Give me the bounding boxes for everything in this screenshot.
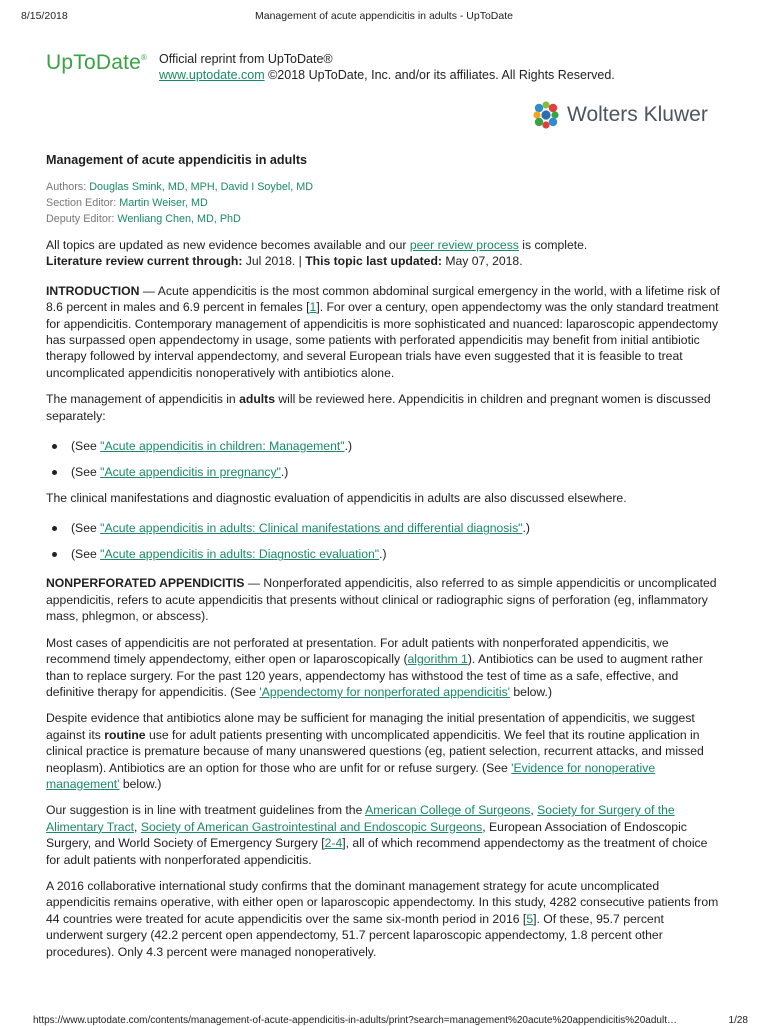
lit-review-label: Literature review current through:	[46, 254, 243, 269]
publisher-name: Wolters Kluwer	[567, 103, 708, 126]
see-prefix: (See	[71, 439, 101, 454]
antibiotics-text-end: below.)	[119, 776, 162, 791]
list-item	[46, 438, 722, 454]
section-editor-label: Section Editor:	[46, 197, 117, 209]
last-updated-label: This topic last updated:	[305, 254, 442, 269]
ssat-link[interactable]: Society for Surgery of the Alimentary Tract	[46, 803, 675, 834]
update-note-text: All topics are updated as new evidence becomes available and our	[46, 238, 410, 252]
guidelines-text: Our suggestion is in line with treatment guidelines from the	[46, 803, 366, 818]
see-suffix: .)	[379, 547, 387, 562]
reference-5-link[interactable]: 5	[526, 911, 534, 926]
antibiotics-text: Despite evidence that antibiotics alone may be sufficient for managing the initial presentation of appendicitis, we suggest against its	[46, 711, 695, 742]
see-prefix: (See	[71, 465, 101, 480]
separator: ,	[530, 803, 538, 818]
article-content	[46, 153, 722, 960]
reprint-copyright-line	[159, 67, 615, 83]
peer-review-link[interactable]: peer review process	[409, 238, 519, 252]
introduction-paragraph	[46, 283, 722, 381]
reprint-notice	[159, 51, 615, 83]
elsewhere-paragraph: The clinical manifestations and diagnostic evaluation of appendicitis in adults are also discussed elsewhere.	[46, 491, 627, 506]
rec-text-cont: ). Antibiotics can be used to augment rather than to replace surgery. For the past 120 years, appendectomy has withstood the test of time as a safe, effective, and definitive therapy for appendicitis. (See	[46, 652, 703, 699]
acs-link[interactable]: American College of Surgeons	[365, 803, 531, 818]
authors-label: Authors:	[46, 181, 87, 193]
sages-link[interactable]: Society of American Gastrointestinal and Endoscopic Surgeons	[140, 819, 483, 834]
page-number: 1/28	[728, 1015, 748, 1026]
study-text: A 2016 collaborative international study confirms that the dominant management strategy for acute uncomplicated appendicitis remains operative, with either open or laparoscopic appendectomy. In this study, 4282 consecutive patients from 44 countries were treated for acute appendicitis over the same six-month period in 2016 [	[46, 878, 719, 926]
deputy-editor-line	[46, 211, 722, 227]
copyright-text: ©2018 UpToDate, Inc. and/or its affiliates. All Rights Reserved.	[264, 68, 615, 82]
pregnancy-link[interactable]: "Acute appendicitis in pregnancy"	[100, 465, 281, 480]
algorithm-1-link[interactable]: algorithm 1	[407, 652, 468, 667]
nonperforated-paragraph	[46, 575, 722, 624]
guidelines-paragraph	[46, 802, 722, 868]
see-prefix: (See	[71, 547, 101, 562]
deputy-editor-label: Deputy Editor:	[46, 213, 115, 225]
mgmt-bold: adults	[239, 392, 275, 407]
logo-registered-mark: ®	[140, 53, 148, 62]
management-paragraph	[46, 391, 722, 424]
last-updated-date: May 07, 2018.	[441, 254, 523, 269]
update-note	[46, 237, 722, 253]
nonoperative-evidence-link[interactable]: 'Evidence for nonoperative management'	[46, 760, 656, 791]
guidelines-text-cont: , European Association of Endoscopic Surgery, and World Society of Emergency Surgery [	[46, 819, 687, 851]
update-note-end: is complete.	[518, 238, 588, 252]
introduction-heading: INTRODUCTION	[46, 283, 140, 298]
intro-text: — Acute appendicitis is the most common abdominal surgical emergency in the world, with a lifetime risk of 8.6 percent in males and 6.9 percent in females [	[46, 283, 720, 315]
nonperforated-heading: NONPERFORATED APPENDICITIS	[46, 576, 245, 591]
lit-review-date: Jul 2018. |	[242, 254, 306, 269]
reference-1-link[interactable]: 1	[309, 300, 317, 315]
children-management-link[interactable]: "Acute appendicitis in children: Management"	[100, 439, 345, 454]
routine-bold: routine	[104, 727, 146, 742]
rec-text: Most cases of appendicitis are not perforated at presentation. For adult patients with nonperforated appendicitis, we recommend timely appendectomy, either open or laparoscopically (	[46, 635, 669, 667]
deputy-editor-link[interactable]: Wenliang Chen, MD, PhD	[117, 213, 241, 225]
reference-2-4-link[interactable]: 2-4	[324, 836, 343, 851]
review-dates	[46, 253, 722, 269]
footer-url: https://www.uptodate.com/contents/management-of-acute-appendicitis-in-adults/print?search=management%20acute%20appendicitis%20adult…	[33, 1015, 677, 1026]
print-date: 8/15/2018	[21, 10, 68, 22]
see-prefix: (See	[71, 521, 101, 536]
antibiotics-text-cont: use for adult patients presenting with uncomplicated appendicitis. We feel that its routine application in clinical practice is premature because of many unanswered questions (eg, patient selection, recurrent attacks, and missed neoplasm). Antibiotics are an option for those who are unfit for or refuse surgery. (See	[46, 727, 704, 775]
study-paragraph	[46, 878, 722, 960]
diagnostic-evaluation-link[interactable]: "Acute appendicitis in adults: Diagnostic evaluation"	[100, 547, 380, 562]
antibiotics-paragraph	[46, 710, 722, 792]
rec-text-end: below.)	[510, 684, 553, 699]
nonperforated-text: — Nonperforated appendicitis, also referred to as simple appendicitis or uncomplicated appendicitis, refers to acute appendicitis that presents without clinical or radiographic signs of perforation (eg, inflammatory mass, phlegmon, or abscess).	[46, 576, 717, 624]
see-suffix: .)	[522, 521, 530, 536]
mgmt-text-cont: will be reviewed here. Appendicitis in children and pregnant women is discussed separately:	[46, 392, 711, 423]
section-editor-line	[46, 195, 722, 211]
see-suffix: .)	[280, 465, 289, 480]
authors-line	[46, 179, 722, 195]
list-item	[46, 464, 722, 480]
print-header	[21, 10, 747, 24]
guidelines-text-end: ], all of which recommend appendectomy as the treatment of choice for adult patients with nonperforated appendicitis.	[46, 836, 708, 867]
uptodate-site-link[interactable]: www.uptodate.com	[159, 68, 265, 82]
print-title: Management of acute appendicitis in adults - UpToDate	[255, 10, 513, 22]
see-suffix: .)	[344, 439, 353, 454]
wolters-kluwer-globe-icon	[531, 100, 561, 130]
intro-text-cont: ]. For over a century, open appendectomy was the only standard treatment for appendicitis. Contemporary management of appendicitis is more sophisticated and nuanced: laparoscopic appendectomy has surpassed open appendectomy in usage, some patients with perforated appendicitis may benefit from initial antibiotic therapy followed by interval appendectomy, and several European trials have even suggested that it is feasible to treat uncomplicated appendicitis nonoperatively with antibiotics alone.	[46, 300, 719, 380]
reprint-line: Official reprint from UpToDate®	[159, 52, 333, 66]
authors-link[interactable]: Douglas Smink, MD, MPH, David I Soybel, MD	[89, 181, 314, 193]
study-text-cont: ]. Of these, 95.7 percent underwent surgery (42.2 percent open appendectomy, 51.7 percent laparoscopic appendectomy, 1.8 percent other procedures). Only 4.3 percent were managed nonoperatively.	[46, 911, 664, 959]
article-title: Management of acute appendicitis in adults	[46, 153, 308, 167]
uptodate-logo[interactable]	[46, 51, 147, 75]
list-item	[46, 546, 722, 562]
appendectomy-section-link[interactable]: 'Appendectomy for nonperforated appendicitis'	[259, 684, 510, 699]
logo-text: UpToDate	[46, 51, 141, 74]
section-editor-link[interactable]: Martin Weiser, MD	[119, 197, 208, 209]
recommendation-paragraph	[46, 635, 722, 701]
mgmt-text: The management of appendicitis in	[46, 392, 240, 407]
wolters-kluwer-logo	[531, 99, 708, 131]
list-item	[46, 520, 722, 536]
separator: ,	[134, 819, 141, 834]
clinical-manifestations-link[interactable]: "Acute appendicitis in adults: Clinical manifestations and differential diagnosis"	[100, 521, 523, 536]
